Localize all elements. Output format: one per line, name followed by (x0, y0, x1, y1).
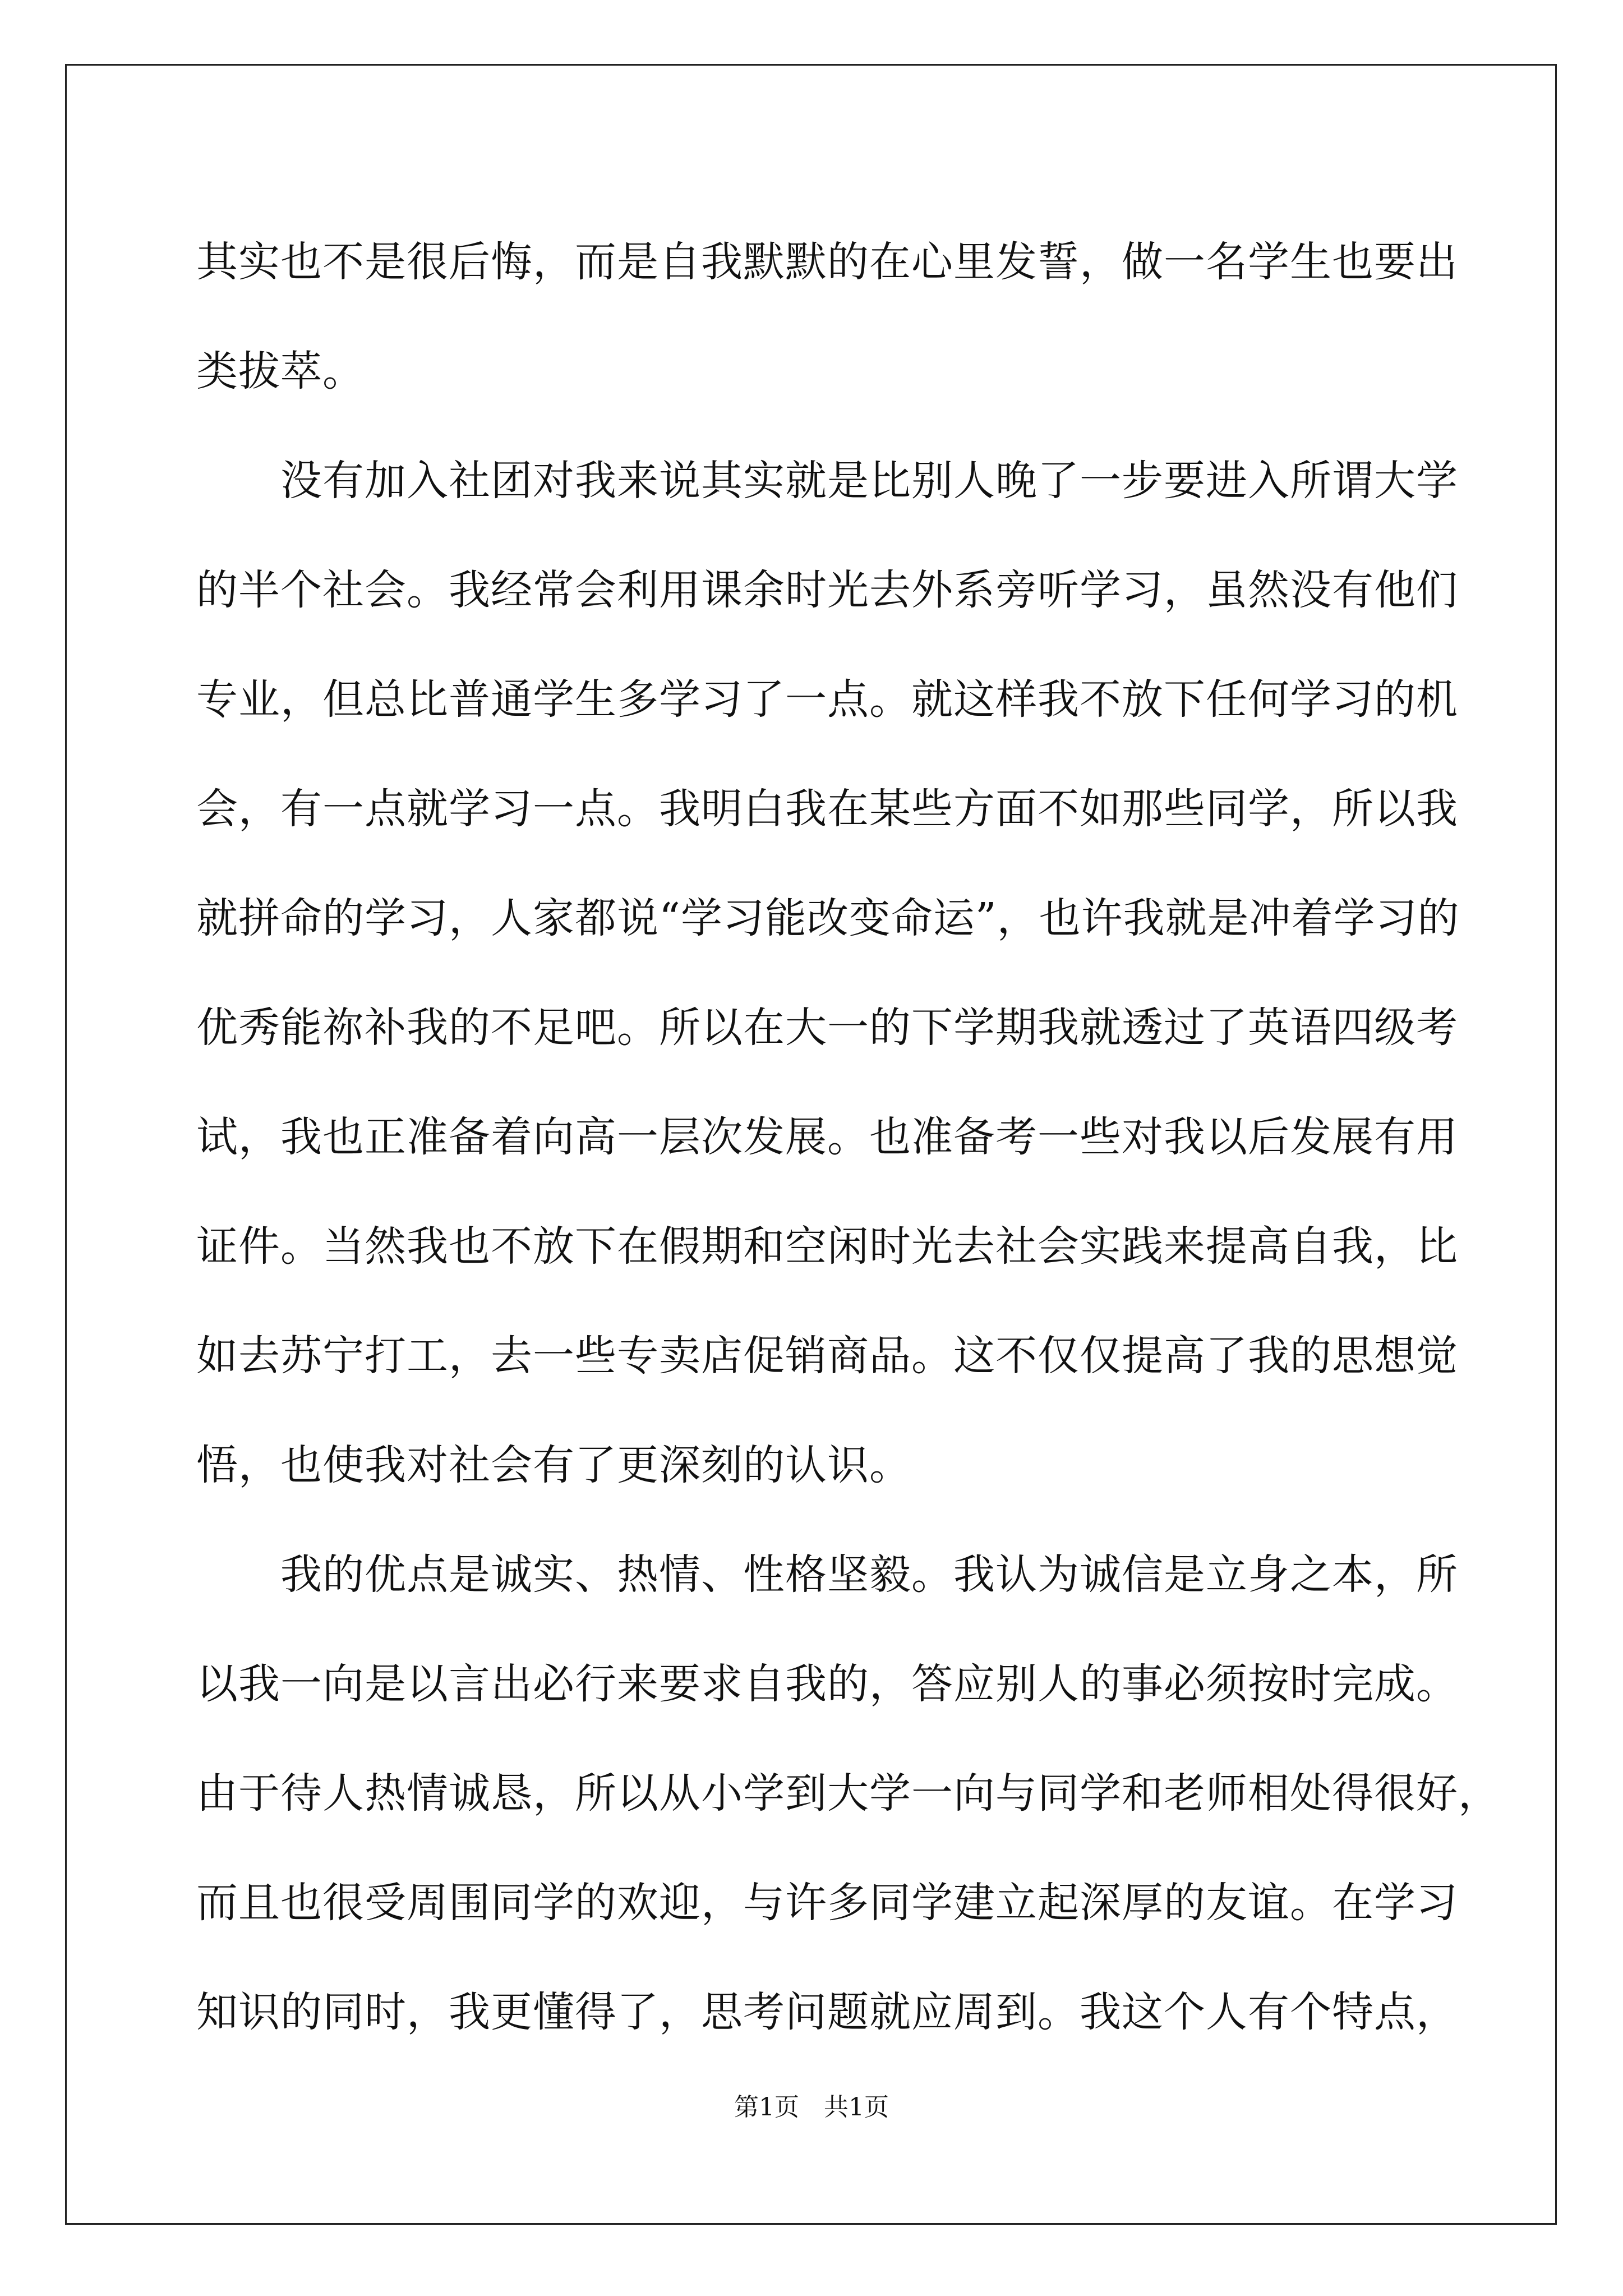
text-line: 悟，也使我对社会有了更深刻的认识。 (196, 1441, 911, 1489)
text-line: 没有加入社团对我来说其实就是比别人晚了一步要进入所谓大学 (196, 457, 1458, 505)
text-line: 其实也不是很后悔，而是自我默默的在心里发誓，做一名学生也要出 (196, 238, 1458, 286)
text-line: 知识的同时，我更懂得了，思考问题就应周到。我这个人有个特点， (196, 1988, 1458, 2036)
text-line: 我的优点是诚实、热情、性格坚毅。我认为诚信是立身之本，所 (196, 1550, 1458, 1599)
text-line: 类拔萃。 (196, 347, 365, 395)
text-line: 专业，但总比普通学生多学习了一点。就这样我不放下任何学习的机 (196, 675, 1458, 724)
text-line: 的半个社会。我经常会利用课余时光去外系旁听学习，虽然没有他们 (196, 566, 1458, 614)
text-line: 试，我也正准备着向高一层次发展。也准备考一些对我以后发展有用 (196, 1113, 1458, 1161)
text-line: 如去苏宁打工，去一些专卖店促销商品。这不仅仅提高了我的思想觉 (196, 1332, 1458, 1380)
text-line: 证件。当然我也不放下在假期和空闲时光去社会实践来提高自我，比 (196, 1222, 1458, 1271)
text-line: 而且也很受周围同学的欢迎，与许多同学建立起深厚的友谊。在学习 (196, 1879, 1458, 1927)
text-line: 以我一向是以言出必行来要求自我的，答应别人的事必须按时完成。 (196, 1660, 1458, 1708)
page-number-footer: 第1页 共1页 (734, 2093, 889, 2122)
text-line: 由于待人热情诚恳，所以从小学到大学一向与同学和老师相处得很好， (196, 1769, 1500, 1818)
text-line: 优秀能祢补我的不足吧。所以在大一的下学期我就透过了英语四级考 (196, 1004, 1458, 1052)
text-line: 会，有一点就学习一点。我明白我在某些方面不如那些同学，所以我 (196, 785, 1458, 833)
text-line: 就拼命的学习，人家都说“学习能改变命运”，也许我就是冲着学习的 (196, 894, 1460, 942)
document-body (196, 208, 1500, 2067)
